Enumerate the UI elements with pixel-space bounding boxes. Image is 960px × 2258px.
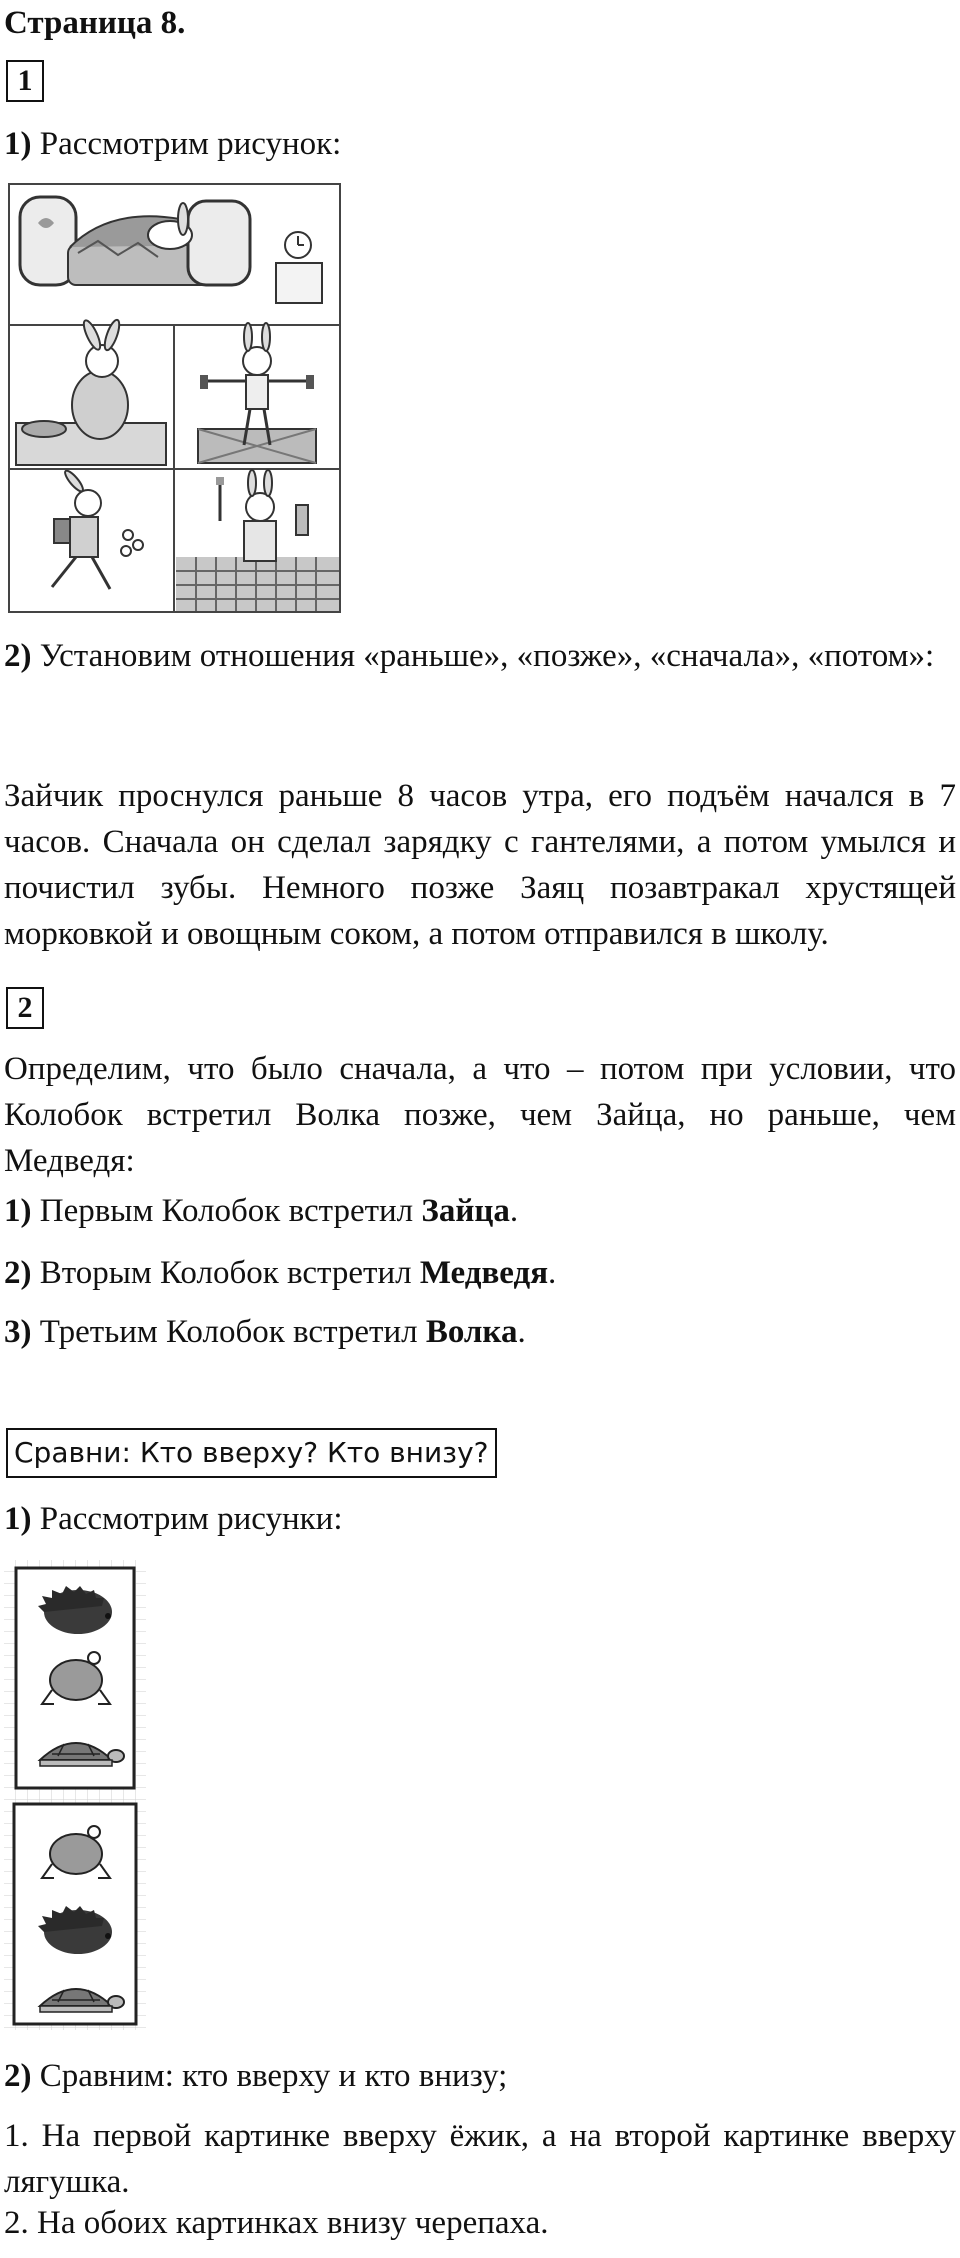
item-end: .	[548, 1255, 557, 1291]
animals-comparison-illustration	[4, 1560, 146, 2030]
item-end: .	[517, 1314, 526, 1350]
step-number: 2)	[4, 2058, 32, 2094]
step-number: 1)	[4, 126, 32, 162]
task2-item-3	[4, 1309, 526, 1355]
item-text: Первым Колобок встретил	[31, 1193, 422, 1229]
task1-paragraph: Зайчик проснулся раньше 8 часов утра, его подъём начался в 7 часов. Сначала он сделал зарядку с гантелями, а потом умылся и почистил зубы. Немного позже Заяц позавтракал хрустящей морковкой и овощным соком, а потом отправился в школу.	[4, 778, 956, 952]
step-text: Рассмотрим рисунок:	[31, 126, 342, 162]
task2-intro: Определим, что было сначала, а что – потом при условии, что Колобок встретил Волка позже, чем Зайца, но раньше, чем Медведя:	[4, 1051, 956, 1179]
item-number: 2)	[4, 1255, 32, 1291]
item-end: .	[509, 1193, 519, 1229]
item-animal: Медведя	[419, 1255, 549, 1291]
step-text: Установим отношения «раньше», «позже», «сначала», «потом»:	[31, 638, 935, 674]
step-text: Сравним: кто вверху и кто внизу;	[31, 2058, 508, 2094]
item-number: 1)	[4, 1193, 32, 1229]
task2-item-2	[4, 1250, 556, 1296]
page-title: Страница 8.	[4, 5, 186, 41]
task1-step1	[4, 121, 341, 167]
item-number: 3)	[4, 1314, 32, 1350]
step-number: 1)	[4, 1501, 32, 1537]
item-animal: Зайца	[421, 1193, 510, 1229]
hare-morning-illustration	[8, 183, 341, 613]
task-number-1: 1	[6, 60, 44, 102]
step-text: Рассмотрим рисунки:	[31, 1501, 343, 1537]
task3-step2	[4, 2053, 507, 2099]
step-number: 2)	[4, 638, 32, 674]
task3-answer-1: 1. На первой картинке вверху ёжик, а на второй картинке вверху лягушка.	[4, 2118, 956, 2200]
task3-answer-2: 2. На обоих картинках внизу черепаха.	[4, 2205, 549, 2241]
task3-heading: Сравни: Кто вверху? Кто внизу?	[6, 1428, 497, 1478]
item-animal: Волка	[425, 1314, 518, 1350]
task-number-2: 2	[6, 987, 44, 1029]
task1-step2	[4, 633, 956, 679]
item-text: Третьим Колобок встретил	[31, 1314, 426, 1350]
task2-item-1	[4, 1188, 518, 1234]
item-text: Вторым Колобок встретил	[31, 1255, 420, 1291]
task3-step1	[4, 1496, 343, 1542]
